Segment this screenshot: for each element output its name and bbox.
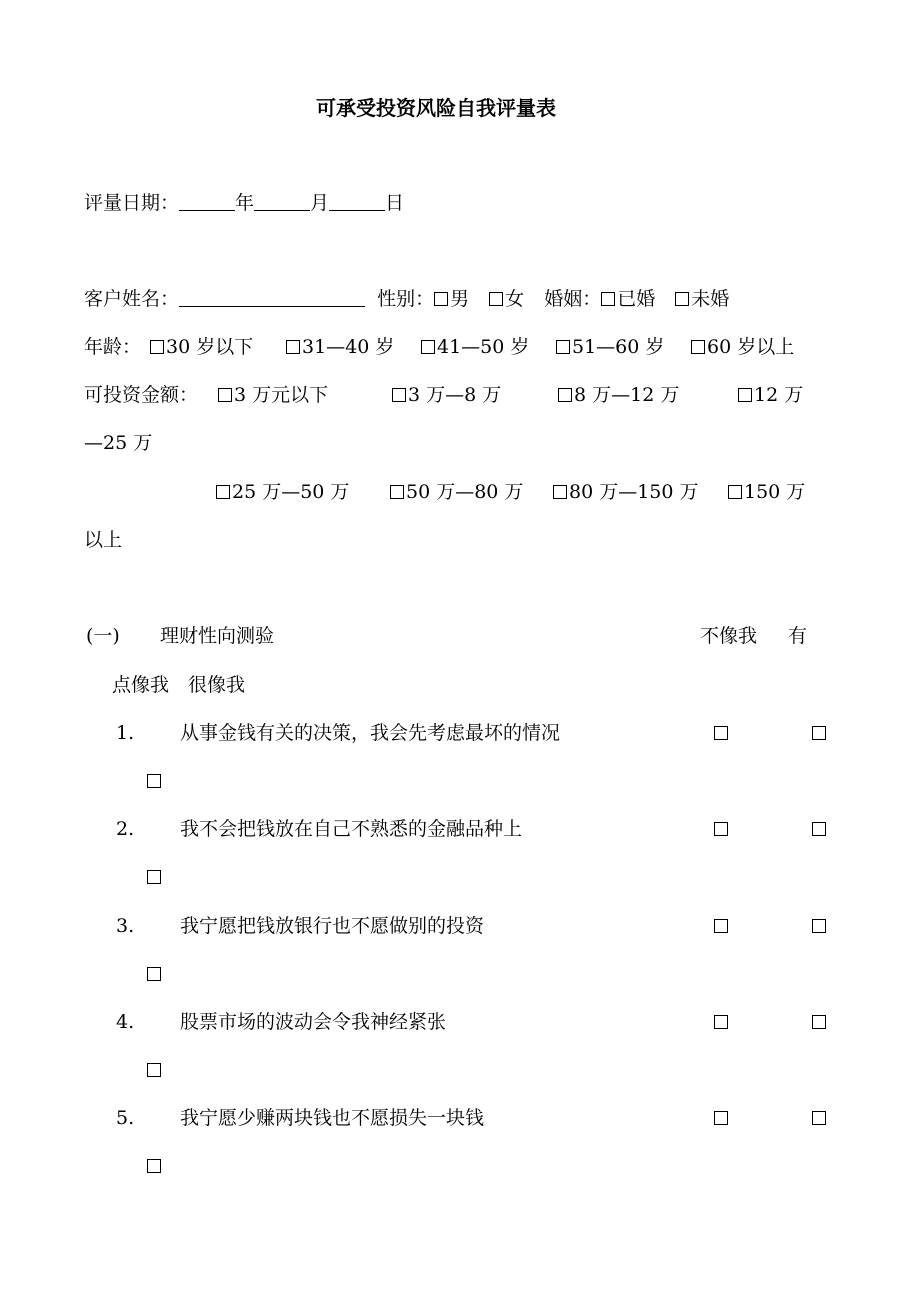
checkbox[interactable] xyxy=(728,485,742,499)
answer-very-like-me-checkbox[interactable] xyxy=(147,870,161,884)
page-title: 可承受投资风险自我评量表 xyxy=(316,96,556,120)
answer-not-like-me-checkbox[interactable] xyxy=(714,919,728,933)
year-field[interactable] xyxy=(179,192,235,211)
checkbox[interactable] xyxy=(421,340,435,354)
amount-option-1[interactable]: 3 万元以下 xyxy=(218,383,328,407)
amount-option-2[interactable]: 3 万—8 万 xyxy=(392,383,501,407)
age-option-5[interactable]: 60 岁以上 xyxy=(691,335,794,359)
checkbox[interactable] xyxy=(558,388,572,402)
question-number: 3. xyxy=(116,915,135,937)
amount-option-8[interactable]: 150 万 xyxy=(728,480,805,504)
female-label: 女 xyxy=(505,288,525,310)
question-number: 2. xyxy=(116,818,135,840)
marriage-label: 婚姻： xyxy=(544,288,602,310)
header-somewhat: 有 xyxy=(788,625,808,647)
name-field[interactable] xyxy=(179,288,365,307)
section-title: 理财性向测验 xyxy=(160,625,275,647)
header-wrap: 点像我 很像我 xyxy=(112,674,246,696)
answer-somewhat-checkbox[interactable] xyxy=(812,1111,826,1125)
section-number: (一) xyxy=(86,625,120,647)
age-row xyxy=(84,335,141,359)
married-label: 已婚 xyxy=(617,288,656,310)
answer-somewhat-checkbox[interactable] xyxy=(812,919,826,933)
female-checkbox[interactable] xyxy=(489,292,503,306)
header-not-like-me: 不像我 xyxy=(700,625,758,647)
month-field[interactable] xyxy=(254,192,310,211)
answer-very-like-me-checkbox[interactable] xyxy=(147,1159,161,1173)
checkbox[interactable] xyxy=(553,485,567,499)
age-label: 年龄： xyxy=(84,336,142,358)
answer-not-like-me-checkbox[interactable] xyxy=(714,1111,728,1125)
checkbox[interactable] xyxy=(216,485,230,499)
amount-option-3[interactable]: 8 万—12 万 xyxy=(558,383,679,407)
question-text: 我宁愿把钱放银行也不愿做别的投资 xyxy=(180,915,485,937)
question-text: 股票市场的波动会令我神经紧张 xyxy=(180,1011,447,1033)
checkbox[interactable] xyxy=(286,340,300,354)
answer-very-like-me-checkbox[interactable] xyxy=(147,774,161,788)
checkbox[interactable] xyxy=(556,340,570,354)
male-label: 男 xyxy=(450,288,470,310)
answer-somewhat-checkbox[interactable] xyxy=(812,822,826,836)
date-label: 评量日期： xyxy=(84,192,180,214)
age-option-4[interactable]: 51—60 岁 xyxy=(556,335,664,359)
question-text: 我不会把钱放在自己不熟悉的金融品种上 xyxy=(180,818,523,840)
age-option-2[interactable]: 31—40 岁 xyxy=(286,335,394,359)
question-text: 我宁愿少赚两块钱也不愿损失一块钱 xyxy=(180,1107,485,1129)
question-text: 从事金钱有关的决策，我会先考虑最坏的情况 xyxy=(180,722,561,744)
name-label: 客户姓名： xyxy=(84,288,180,310)
month-label: 月 xyxy=(310,192,330,214)
checkbox[interactable] xyxy=(390,485,404,499)
checkbox[interactable] xyxy=(691,340,705,354)
answer-somewhat-checkbox[interactable] xyxy=(812,1015,826,1029)
amount-option-5[interactable]: 25 万—50 万 xyxy=(216,480,349,504)
year-label: 年 xyxy=(235,192,255,214)
assessment-date xyxy=(84,191,404,215)
checkbox[interactable] xyxy=(150,340,164,354)
married-checkbox[interactable] xyxy=(601,292,615,306)
amount-label: 可投资金额： xyxy=(84,384,199,406)
answer-not-like-me-checkbox[interactable] xyxy=(714,1015,728,1029)
answer-somewhat-checkbox[interactable] xyxy=(812,726,826,740)
question-number: 5. xyxy=(116,1107,135,1129)
day-label: 日 xyxy=(385,192,405,214)
answer-very-like-me-checkbox[interactable] xyxy=(147,967,161,981)
male-checkbox[interactable] xyxy=(434,292,448,306)
amount-option-4[interactable]: 12 万 xyxy=(738,383,803,407)
day-field[interactable] xyxy=(329,192,385,211)
checkbox[interactable] xyxy=(392,388,406,402)
gender-label: 性别： xyxy=(377,288,435,310)
age-option-1[interactable]: 30 岁以下 xyxy=(150,335,253,359)
answer-very-like-me-checkbox[interactable] xyxy=(147,1063,161,1077)
unmarried-checkbox[interactable] xyxy=(675,292,689,306)
checkbox[interactable] xyxy=(218,388,232,402)
customer-info xyxy=(84,287,729,311)
unmarried-label: 未婚 xyxy=(691,288,730,310)
question-number: 1. xyxy=(116,722,135,744)
amount-option-8-wrap: 以上 xyxy=(84,529,123,551)
checkbox[interactable] xyxy=(738,388,752,402)
amount-option-6[interactable]: 50 万—80 万 xyxy=(390,480,523,504)
question-number: 4. xyxy=(116,1011,135,1033)
amount-option-4-wrap: —25 万 xyxy=(84,432,153,454)
amount-option-7[interactable]: 80 万—150 万 xyxy=(553,480,699,504)
age-option-3[interactable]: 41—50 岁 xyxy=(421,335,529,359)
answer-not-like-me-checkbox[interactable] xyxy=(714,822,728,836)
answer-not-like-me-checkbox[interactable] xyxy=(714,726,728,740)
